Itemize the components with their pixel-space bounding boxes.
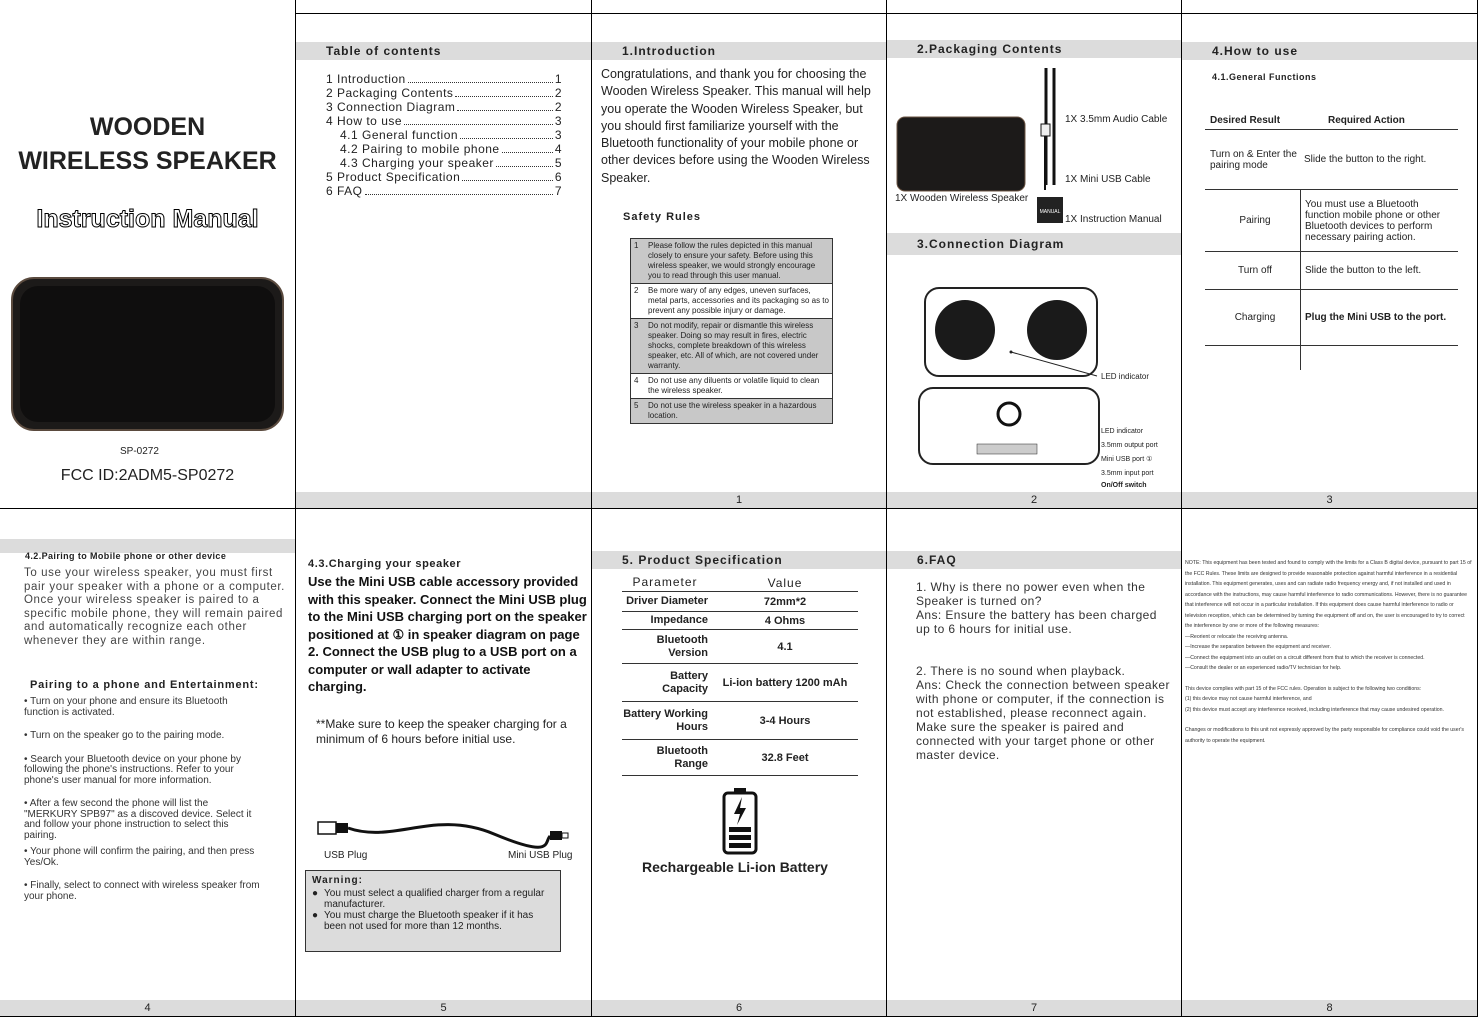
toc-title: Table of contents bbox=[296, 42, 592, 60]
howto-subtitle: 4.1.General Functions bbox=[1212, 72, 1317, 82]
table-row bbox=[1205, 346, 1458, 370]
switch-label: On/Off switch bbox=[1101, 482, 1147, 489]
safety-title: Safety Rules bbox=[623, 211, 702, 223]
safety-rule: 5 Do not use the wireless speaker in a hazardous location. bbox=[631, 399, 832, 423]
fcc-id: FCC ID:2ADM5-SP0272 bbox=[60, 467, 235, 484]
howto-title: 4.How to use bbox=[1182, 42, 1478, 60]
toc-item: 4.2 Pairing to mobile phone 4 bbox=[340, 142, 562, 156]
connection-title: 3.Connection Diagram bbox=[887, 233, 1182, 255]
table-row: Battery Working Hours 3-4 Hours bbox=[622, 702, 858, 740]
toc-list bbox=[326, 72, 562, 198]
faq-a1: Ans: Ensure the battery has been charged up to 6 hours for initial use. bbox=[916, 608, 1157, 636]
page-number: 6 bbox=[592, 1000, 886, 1016]
spec-table bbox=[622, 574, 858, 776]
mini-usb-plug-label: Mini USB Plug bbox=[508, 850, 573, 861]
usb-cable-label: 1X Mini USB Cable bbox=[1065, 174, 1151, 185]
output-port-label: 3.5mm output port bbox=[1101, 442, 1158, 449]
faq-title: 6.FAQ bbox=[887, 551, 1182, 569]
toc-item: 4.3 Charging your speaker 5 bbox=[340, 156, 562, 170]
manual-badge: MANUAL bbox=[1039, 209, 1061, 215]
table-row: Battery Capacity Li-ion battery 1200 mAh bbox=[622, 664, 858, 702]
fcc-note: NOTE: This equipment has been tested and found to comply with the limits for a Class B digital device, pursuant to part 15 of the FCC Rules. These limits are designed to provide reasonable protection against harmful interference in a residential installation. This equipment generates, uses and can radiate radio frequency energy and, if not installed and used in accordance with the instructions, may cause harmful interference to radio communications. However, there is no guarantee that interference will not occur in a particular installation. If this equipment does cause harmful interference to radio or television reception, which can be determined by turning the equipment off and on, the user is encouraged to try to correct the interference by one or more of the following measures: —Reorient or relocate the receiving antenna. —Increase the separation between the equipment and receiver. —Connect the equipment into an outlet on a circuit different from that to which the receiver is connected. —Consult the dealer or an experienced radio/TV technician for help. This device complies with part 15 of the FCC rules. Operation is subject to the following two conditions: (1) this device may not cause harmful interference, and (2) this device must accept any interference received, including interference that may cause undesired operation. Changes or modifications to this unit not expressly approved by the party responsible for compliance could void the user's authority to operate the equipment. bbox=[1185, 560, 1472, 744]
pairing-panel bbox=[0, 509, 296, 1017]
intro-text: Congratulations, and thank you for choosing the Wooden Wireless Speaker. This manual will help you operate the Wooden Wireless Speaker, but you should first familiarize yourself with the Bluetooth functionality of your mobile phone or other devices before using the Wooden Wireless Speaker. bbox=[601, 67, 871, 185]
pairing-subtitle: Pairing to a phone and Entertainment: bbox=[30, 679, 259, 691]
battery-label: Rechargeable Li-ion Battery bbox=[642, 859, 828, 875]
table-header: Parameter Value bbox=[622, 574, 858, 592]
table-row: Charging Plug the Mini USB to the port. bbox=[1205, 290, 1458, 346]
warning-item: ● You must select a qualified charger from a regular manufacturer. bbox=[312, 888, 545, 910]
page-number: 2 bbox=[887, 492, 1181, 508]
table-row: Turn on & Enter the pairing mode Slide the button to the right. bbox=[1205, 130, 1458, 190]
pairing-intro: To use your wireless speaker, you must first pair your speaker with a phone or a computer. Once your wireless speaker is paired to a specific mobile phone, they will remain paired and automatically recognize each other whenever they are within range. bbox=[24, 567, 285, 647]
cover-panel bbox=[0, 0, 296, 509]
list-item: • Search your Bluetooth device on your phone by following the phone's instructions. Refer to your phone's user manual for more information. bbox=[24, 753, 241, 786]
safety-rule: 3 Do not modify, repair or dismantle this wireless speaker. Doing so may result in fires, electric shocks, complete breakdown of this wireless speaker, etc. All of which, are not covered under warranty. bbox=[631, 319, 832, 374]
intro-title: 1.Introduction bbox=[592, 42, 887, 60]
table-row: Driver Diameter 72mm*2 bbox=[622, 592, 858, 612]
warning-box bbox=[305, 870, 561, 952]
toc-item: 5 Product Specification 6 bbox=[326, 170, 562, 184]
page-number: 7 bbox=[887, 1000, 1181, 1016]
list-item: • After a few second the phone will list the "MERKURY SPB97" as a discoved device. Select it and follow your phone instruction to select this pairing. bbox=[24, 798, 252, 841]
list-item: • Turn on your phone and ensure its Bluetooth function is activated. bbox=[24, 696, 228, 718]
page-number: 3 bbox=[1182, 492, 1477, 508]
safety-rule: 1 Please follow the rules depicted in this manual closely to ensure your safety. Before using this wireless speaker, we would strongly encourage you to read through this user manual. bbox=[631, 239, 832, 284]
packaging-title: 2.Packaging Contents bbox=[887, 40, 1182, 58]
packaging-panel bbox=[887, 0, 1182, 509]
model-number: SP-0272 bbox=[120, 446, 159, 457]
cover-subtitle: Instruction Manual bbox=[36, 205, 259, 233]
speaker-image bbox=[10, 276, 285, 432]
usb-port-label: Mini USB port ① bbox=[1101, 456, 1153, 463]
pairing-steps bbox=[24, 697, 264, 902]
list-item: • Turn on the speaker go to the pairing mode. bbox=[24, 730, 225, 741]
table-row: Pairing You must use a Bluetooth function mobile phone or other Bluetooth devices to perform necessary pairing action. bbox=[1205, 190, 1458, 252]
table-row: Bluetooth Range 32.8 Feet bbox=[622, 740, 858, 776]
table-row: Impedance 4 Ohms bbox=[622, 612, 858, 630]
packaging-illustration bbox=[887, 60, 1182, 230]
page-number: 5 bbox=[296, 1000, 591, 1016]
charging-text: Use the Mini USB cable accessory provided with this speaker. Connect the Mini USB plug to the Mini USB charging port on the speaker positioned at ① in speaker diagram on page 2. Connect the USB plug to a USB port on a computer or wall adapter to activate charging. bbox=[308, 574, 587, 694]
toc-item: 1 Introduction 1 bbox=[326, 72, 562, 86]
toc-item: 2 Packaging Contents 2 bbox=[326, 86, 562, 100]
usb-plug-label: USB Plug bbox=[324, 850, 368, 861]
list-item: • Finally, select to connect with wireless speaker from your phone. bbox=[24, 880, 260, 902]
toc-item: 4.1 General function 3 bbox=[340, 128, 562, 142]
toc-panel bbox=[296, 0, 592, 509]
faq-a2: Ans: Check the connection between speaker with phone or computer, if the connection is not established, please reconnect again. Make sure the speaker is paired and connected with your target phone or other master device. bbox=[916, 678, 1170, 762]
pairing-title: 4.2.Pairing to Mobile phone or other device bbox=[25, 551, 227, 561]
led-front-label: LED indicator bbox=[1101, 372, 1150, 381]
charging-title: 4.3.Charging your speaker bbox=[308, 558, 462, 570]
warning-item: ● You must charge the Bluetooth speaker if it has been not used for more than 12 months. bbox=[312, 910, 534, 932]
safety-rules-table bbox=[630, 238, 833, 424]
general-functions-table bbox=[1205, 112, 1458, 370]
page-number: 1 bbox=[592, 492, 886, 508]
speaker-label: 1X Wooden Wireless Speaker bbox=[895, 193, 1029, 204]
toc-item: 6 FAQ 7 bbox=[326, 184, 562, 198]
toc-item: 3 Connection Diagram 2 bbox=[326, 100, 562, 114]
faq-q1: 1. Why is there no power even when the Speaker is turned on? bbox=[916, 580, 1146, 608]
led-back-label: LED indicator bbox=[1101, 428, 1144, 435]
battery-icon bbox=[722, 787, 758, 855]
page-number: 4 bbox=[0, 1000, 295, 1016]
table-header: Desired Result Required Action bbox=[1205, 112, 1458, 130]
safety-rule: 4 Do not use any diluents or volatile liquid to clean the wireless speaker. bbox=[631, 374, 832, 399]
faq-q2: 2. There is no sound when playback. bbox=[916, 664, 1126, 678]
safety-rule: 2 Be more wary of any edges, uneven surfaces, metal parts, accessories and its packaging so as to prevent any possible injury or damage. bbox=[631, 284, 832, 319]
table-row: Bluetooth Version 4.1 bbox=[622, 630, 858, 664]
usb-cable-illustration bbox=[314, 814, 574, 854]
warning-title: Warning: bbox=[312, 875, 363, 886]
manual-label: 1X Instruction Manual bbox=[1065, 214, 1162, 225]
page-number: 8 bbox=[1182, 1000, 1477, 1016]
spec-title: 5. Product Specification bbox=[592, 551, 887, 569]
list-item: • Your phone will confirm the pairing, and then press Yes/Ok. bbox=[24, 846, 255, 868]
cover-title: WOODEN WIRELESS SPEAKER bbox=[18, 113, 277, 175]
audio-cable-label: 1X 3.5mm Audio Cable bbox=[1065, 114, 1168, 125]
toc-item: 4 How to use 3 bbox=[326, 114, 562, 128]
table-row: Turn off Slide the button to the left. bbox=[1205, 252, 1458, 290]
charging-note: **Make sure to keep the speaker charging for a minimum of 6 hours before initial use. bbox=[316, 717, 567, 746]
input-port-label: 3.5mm input port bbox=[1101, 470, 1154, 477]
